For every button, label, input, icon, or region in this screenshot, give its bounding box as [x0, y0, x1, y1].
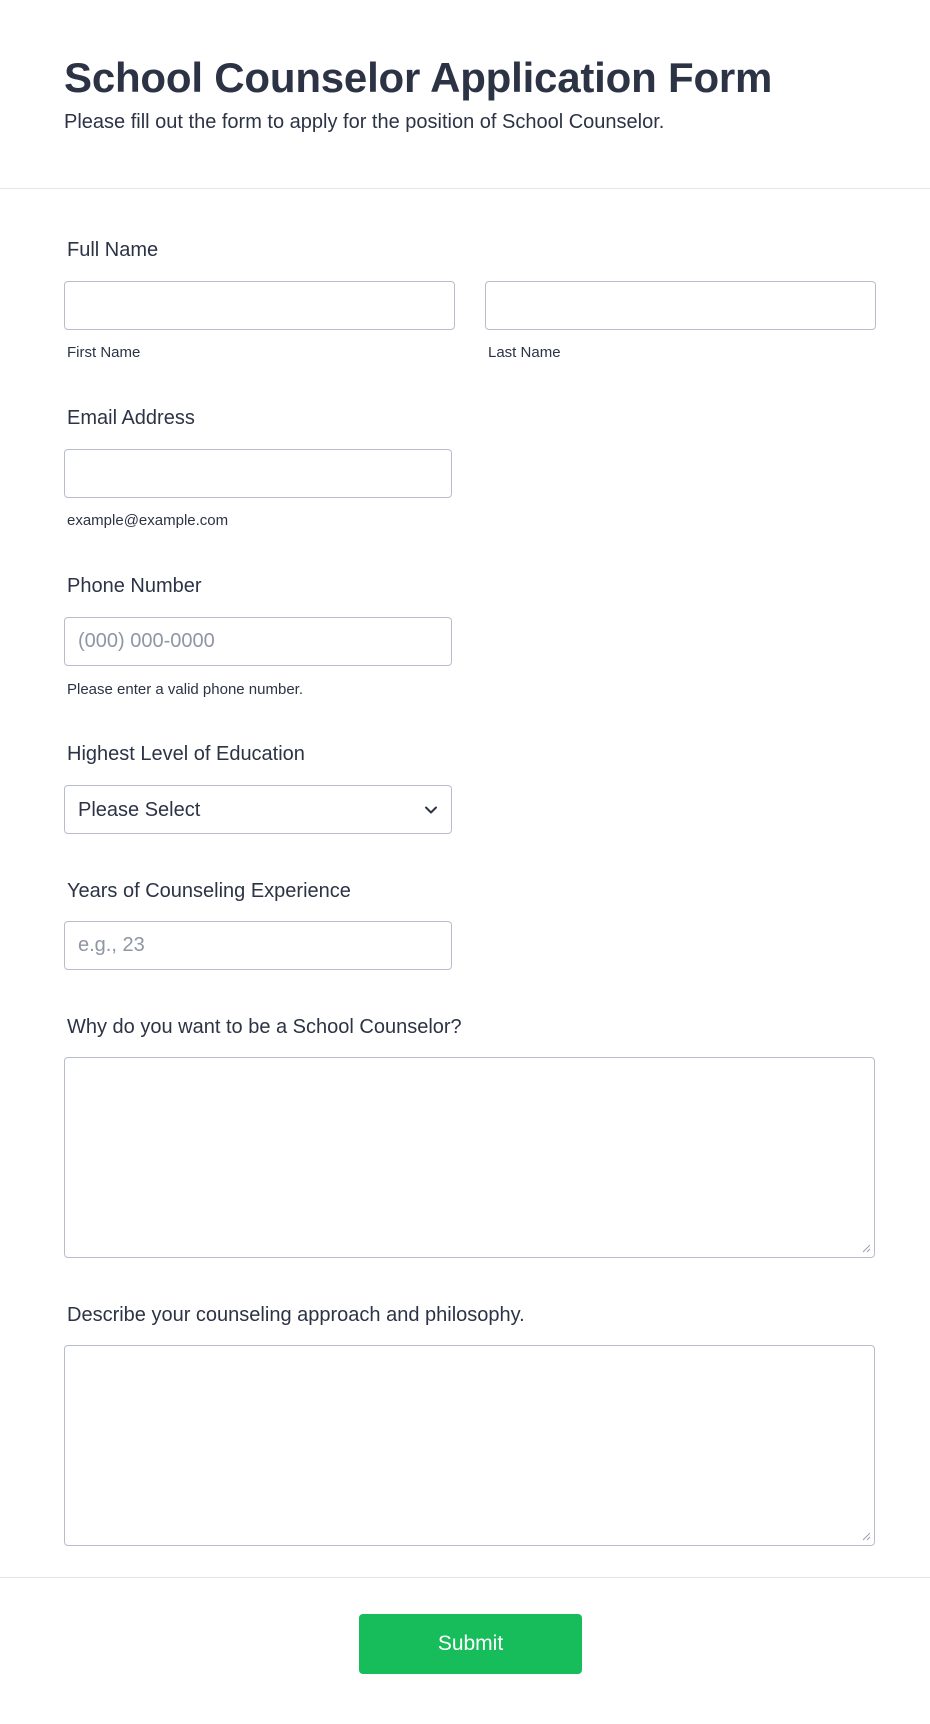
phone-sublabel: Please enter a valid phone number. [67, 681, 303, 698]
resize-handle-icon[interactable] [861, 1531, 871, 1541]
motivation-textarea[interactable] [64, 1057, 875, 1258]
education-select[interactable] [64, 785, 452, 834]
email-label: Email Address [67, 407, 195, 429]
approach-label: Describe your counseling approach and philosophy. [67, 1304, 525, 1326]
phone-input[interactable] [64, 617, 452, 666]
first-name-input[interactable] [64, 281, 455, 330]
approach-textarea[interactable] [64, 1345, 875, 1546]
last-name-input[interactable] [485, 281, 876, 330]
footer-divider [0, 1577, 930, 1578]
phone-label: Phone Number [67, 575, 202, 597]
email-input[interactable] [64, 449, 452, 498]
form-header [0, 0, 930, 189]
resize-handle-icon[interactable] [861, 1243, 871, 1253]
last-name-sublabel: Last Name [488, 344, 561, 361]
form-subtitle: Please fill out the form to apply for the position of School Counselor. [64, 111, 665, 133]
education-selected-value: Please Select [78, 799, 201, 821]
motivation-label: Why do you want to be a School Counselor? [67, 1016, 462, 1038]
submit-button[interactable]: Submit [359, 1614, 582, 1674]
chevron-down-icon [423, 802, 439, 818]
first-name-sublabel: First Name [67, 344, 141, 361]
form-title: School Counselor Application Form [64, 54, 773, 101]
email-sublabel: example@example.com [67, 512, 229, 529]
experience-input[interactable] [64, 921, 452, 970]
experience-label: Years of Counseling Experience [67, 880, 351, 902]
education-label: Highest Level of Education [67, 743, 305, 765]
full-name-label: Full Name [67, 239, 159, 261]
